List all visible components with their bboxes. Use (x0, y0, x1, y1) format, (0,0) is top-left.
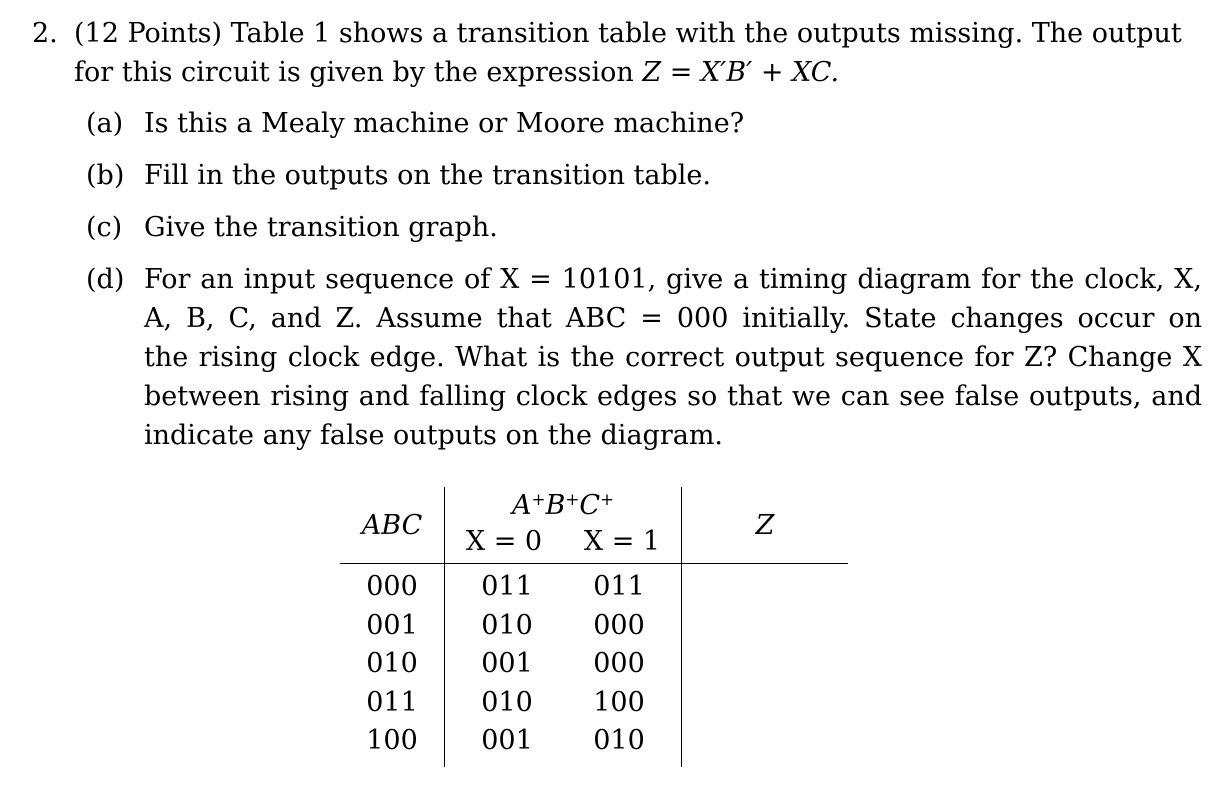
header-next-state (445, 487, 682, 564)
table-row (340, 564, 848, 607)
cell-x0: 011 (481, 571, 533, 603)
cell-next (445, 645, 682, 684)
cell-output (682, 684, 849, 723)
cell-state: 011 (340, 684, 445, 723)
cell-state: 000 (340, 564, 445, 607)
cell-next (445, 722, 682, 767)
part-d-line-3: the rising clock edge. What is the correct output sequence for Z? Change X (144, 342, 1202, 373)
problem-intro-line-1 (32, 14, 1202, 53)
part-d-line-2: A, B, C, and Z. Assume that ABC = 000 initially. State changes occur on (144, 303, 1202, 334)
part-a (86, 104, 1202, 143)
cell-x0: 001 (481, 648, 533, 680)
part-d-label: (d) (86, 264, 125, 295)
cell-state: 001 (340, 607, 445, 646)
cell-output (682, 645, 849, 684)
next-state-title: A+B+C+ (511, 488, 615, 521)
part-d (86, 260, 1202, 455)
part-b-text: Fill in the outputs on the transition table. (144, 160, 711, 191)
header-state: ABC (340, 487, 445, 564)
cell-state: 100 (340, 722, 445, 767)
cell-next (445, 684, 682, 723)
table-header-row (340, 487, 848, 564)
part-a-text: Is this a Mealy machine or Moore machine? (144, 108, 745, 139)
cell-output (682, 564, 849, 607)
part-b (86, 156, 1202, 195)
cell-next (445, 564, 682, 607)
table-row (340, 607, 848, 646)
header-output: Z (682, 487, 849, 564)
output-expression: Z = X′B′ + XC. (642, 57, 840, 88)
subparts-list (86, 104, 1202, 455)
problem-intro-prefix: for this circuit is given by the expression (74, 57, 634, 88)
next-state-subheaders (445, 523, 681, 561)
problem-intro-line-2 (32, 53, 1202, 92)
table-row (340, 645, 848, 684)
header-x0: X = 0 (465, 526, 543, 557)
cell-x1: 000 (593, 609, 645, 641)
part-d-line-4: between rising and falling clock edges so that we can see false outputs, and (144, 381, 1202, 412)
cell-x1: 010 (593, 725, 645, 757)
table-row (340, 684, 848, 723)
header-x1: X = 1 (583, 526, 661, 557)
problem-number: 2. (32, 18, 58, 49)
table-row (340, 722, 848, 767)
problem-intro-text: (12 Points) Table 1 shows a transition table with the outputs missing. The output (74, 18, 1182, 49)
part-d-text (144, 260, 1202, 455)
cell-x0: 010 (481, 686, 533, 718)
problem-block (32, 14, 1202, 455)
cell-x0: 001 (481, 725, 533, 757)
cell-x1: 000 (593, 648, 645, 680)
transition-table (340, 487, 848, 767)
cell-x1: 100 (593, 686, 645, 718)
part-c-text: Give the transition graph. (144, 212, 498, 243)
part-b-label: (b) (86, 160, 125, 191)
part-d-line-5: indicate any false outputs on the diagram. (144, 420, 724, 451)
part-a-label: (a) (86, 108, 124, 139)
cell-state: 010 (340, 645, 445, 684)
cell-x0: 010 (481, 609, 533, 641)
cell-x1: 011 (593, 571, 645, 603)
cell-next (445, 607, 682, 646)
part-c (86, 208, 1202, 247)
part-d-line-1: For an input sequence of X = 10101, give a timing diagram for the clock, X, (144, 264, 1202, 295)
part-c-label: (c) (86, 212, 123, 243)
cell-output (682, 722, 849, 767)
cell-output (682, 607, 849, 646)
